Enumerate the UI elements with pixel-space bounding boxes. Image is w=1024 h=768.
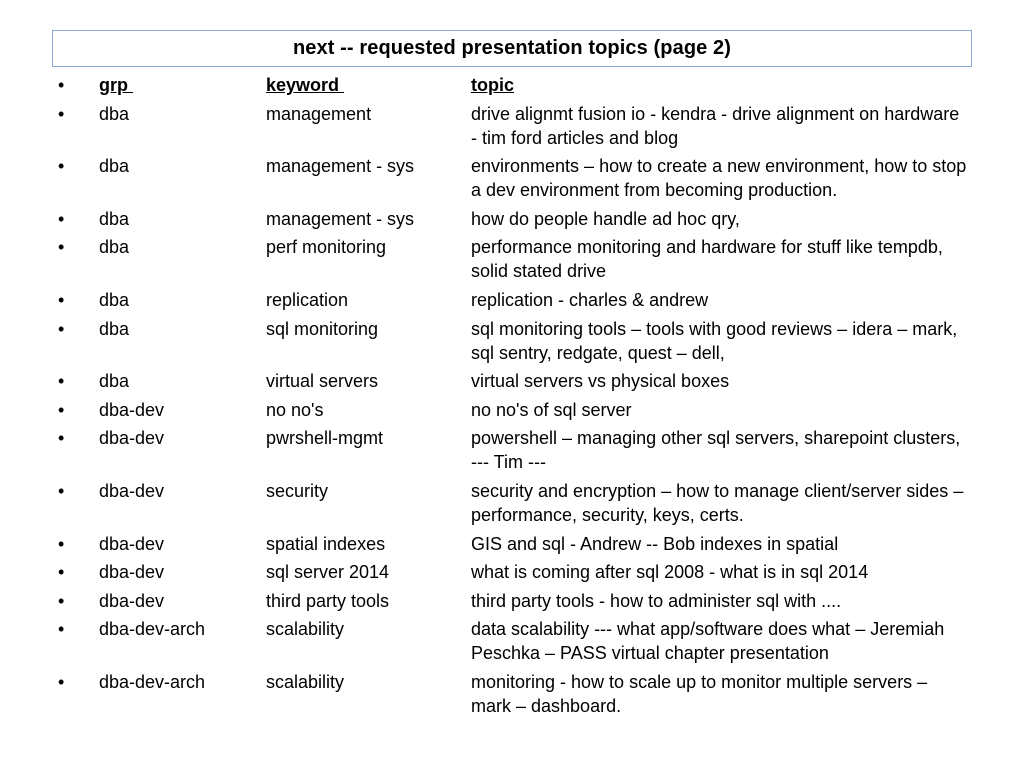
row-topic: third party tools - how to administer sql with ....: [471, 590, 842, 611]
header-topic: topic: [471, 75, 514, 95]
row-keyword: management - sys: [266, 156, 415, 177]
row-keyword: no no's: [266, 399, 324, 420]
row-keyword: scalability: [266, 671, 345, 692]
list-item: [58, 670, 968, 718]
row-grp: dba: [99, 208, 130, 229]
row-grp: dba-dev: [99, 428, 165, 449]
title-box: [52, 30, 972, 67]
row-topic: security and encryption – how to manage client/server sides – performance, security, keys, certs.: [471, 480, 964, 525]
bullet: •: [58, 371, 65, 392]
bullet: •: [58, 428, 65, 449]
row-keyword: management - sys: [266, 208, 415, 229]
row-keyword: perf monitoring: [266, 237, 387, 258]
row-grp: dba: [99, 318, 130, 339]
row-keyword: third party tools: [266, 590, 390, 611]
row-keyword: sql server 2014: [266, 562, 390, 583]
bullet: •: [58, 671, 65, 692]
row-keyword: spatial indexes: [266, 533, 386, 554]
header-keyword: keyword: [266, 75, 345, 95]
bullet: •: [58, 399, 65, 420]
list-item: [58, 479, 968, 527]
list-item: [58, 589, 968, 613]
bullet: •: [58, 75, 65, 95]
row-keyword: security: [266, 480, 329, 501]
bullet: •: [58, 590, 65, 611]
list-item: [58, 288, 968, 312]
row-topic: sql monitoring tools – tools with good reviews – idera – mark, sql sentry, redgate, quest – dell,: [471, 318, 958, 363]
list-item: [58, 532, 968, 556]
row-keyword: replication: [266, 289, 349, 310]
row-topic: monitoring - how to scale up to monitor multiple servers – mark – dashboard.: [471, 671, 928, 716]
bullet: •: [58, 533, 65, 554]
row-topic: data scalability --- what app/software does what – Jeremiah Peschka – PASS virtual chapter presentation: [471, 619, 945, 664]
row-keyword: sql monitoring: [266, 318, 379, 339]
row-keyword: scalability: [266, 619, 345, 640]
bullet: •: [58, 156, 65, 177]
bullet: •: [58, 480, 65, 501]
header-grp: grp: [99, 75, 133, 95]
row-topic: powershell – managing other sql servers, sharepoint clusters, --- Tim ---: [471, 428, 961, 473]
list-item: [58, 102, 968, 150]
bullet: •: [58, 103, 65, 124]
bullet: •: [58, 562, 65, 583]
list-header-row: [58, 73, 968, 97]
row-topic: environments – how to create a new environment, how to stop a dev environment from becoming production.: [471, 156, 967, 201]
list-item: [58, 560, 968, 584]
row-keyword: management: [266, 103, 372, 124]
list-item: [58, 235, 968, 283]
bullet: •: [58, 289, 65, 310]
row-grp: dba-dev: [99, 590, 165, 611]
row-topic: performance monitoring and hardware for stuff like tempdb, solid stated drive: [471, 237, 943, 282]
row-grp: dba-dev: [99, 533, 165, 554]
list-item: [58, 398, 968, 422]
row-grp: dba-dev-arch: [99, 619, 206, 640]
bullet: •: [58, 237, 65, 258]
row-grp: dba: [99, 103, 130, 124]
row-grp: dba-dev-arch: [99, 671, 206, 692]
list-item: [58, 426, 968, 474]
row-topic: GIS and sql - Andrew -- Bob indexes in spatial: [471, 533, 839, 554]
row-grp: dba-dev: [99, 480, 165, 501]
row-grp: dba: [99, 156, 130, 177]
slide-title: next -- requested presentation topics (page 2): [292, 37, 731, 59]
bullet: •: [58, 619, 65, 640]
row-keyword: pwrshell-mgmt: [266, 428, 384, 449]
row-grp: dba: [99, 237, 130, 258]
row-keyword: virtual servers: [266, 371, 379, 392]
row-grp: dba: [99, 371, 130, 392]
row-topic: no no's of sql server: [471, 399, 632, 420]
bullet: •: [58, 208, 65, 229]
topic-list: [58, 73, 968, 723]
row-topic: virtual servers vs physical boxes: [471, 371, 730, 392]
list-item: [58, 369, 968, 393]
row-topic: drive alignmt fusion io - kendra - drive alignment on hardware - tim ford articles and blog: [471, 103, 960, 148]
list-item: [58, 317, 968, 365]
list-item: [58, 154, 968, 202]
row-topic: what is coming after sql 2008 - what is in sql 2014: [471, 562, 869, 583]
row-topic: how do people handle ad hoc qry,: [471, 208, 740, 229]
row-grp: dba-dev: [99, 562, 165, 583]
list-item: [58, 617, 968, 665]
bullet: •: [58, 318, 65, 339]
row-grp: dba: [99, 289, 130, 310]
list-item: [58, 207, 968, 231]
row-topic: replication - charles & andrew: [471, 289, 709, 310]
row-grp: dba-dev: [99, 399, 165, 420]
